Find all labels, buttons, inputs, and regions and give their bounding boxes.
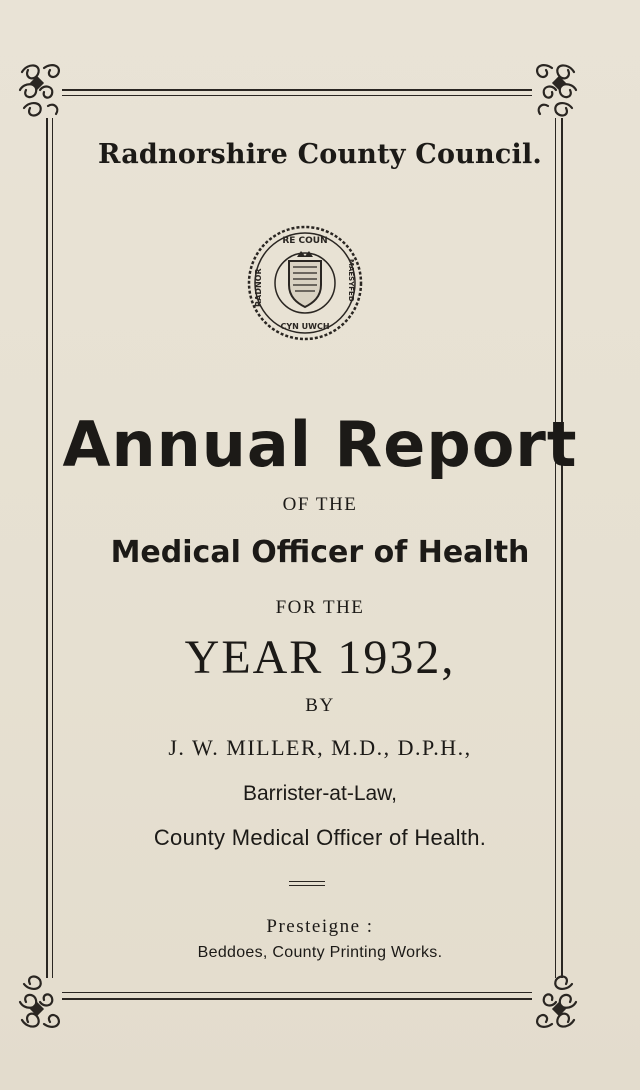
seal-bottom-text: CYN UWCH (280, 322, 330, 331)
divider-rule-bottom (289, 885, 325, 886)
county-seal-emblem (245, 223, 365, 343)
author-qualification: Barrister-at-Law, (242, 782, 398, 805)
corner-ornament-bottom-right (520, 970, 582, 1032)
seal-right-text: MAESYFED (347, 259, 355, 302)
report-year: YEAR 1932, (184, 631, 456, 684)
author-name: J. W. MILLER, M.D., D.P.H., (168, 735, 472, 760)
author-position: County Medical Officer of Health. (153, 825, 487, 850)
corner-ornament-top-right (520, 60, 582, 122)
report-title: Annual Report (62, 408, 578, 481)
top-border-rule-outer (62, 89, 532, 91)
bottom-border-rule-outer (62, 998, 532, 1000)
publication-place: Presteigne : (266, 916, 374, 937)
seal-left-text: RADNOR (254, 268, 263, 307)
bottom-border-rule-inner (62, 992, 532, 993)
of-the-label: OF THE (282, 494, 358, 515)
top-border-rule-inner (62, 95, 532, 96)
for-the-label: FOR THE (275, 597, 365, 618)
council-heading: Radnorshire County Council. (97, 139, 543, 170)
report-subject: Medical Officer of Health (110, 535, 530, 570)
seal-top-text: RE COUN (282, 236, 328, 246)
corner-ornament-bottom-left (14, 970, 76, 1032)
corner-ornament-top-left (14, 60, 76, 122)
by-label: BY (305, 695, 335, 716)
printer-name: Beddoes, County Printing Works. (197, 944, 443, 961)
divider-rule-top (289, 881, 325, 882)
